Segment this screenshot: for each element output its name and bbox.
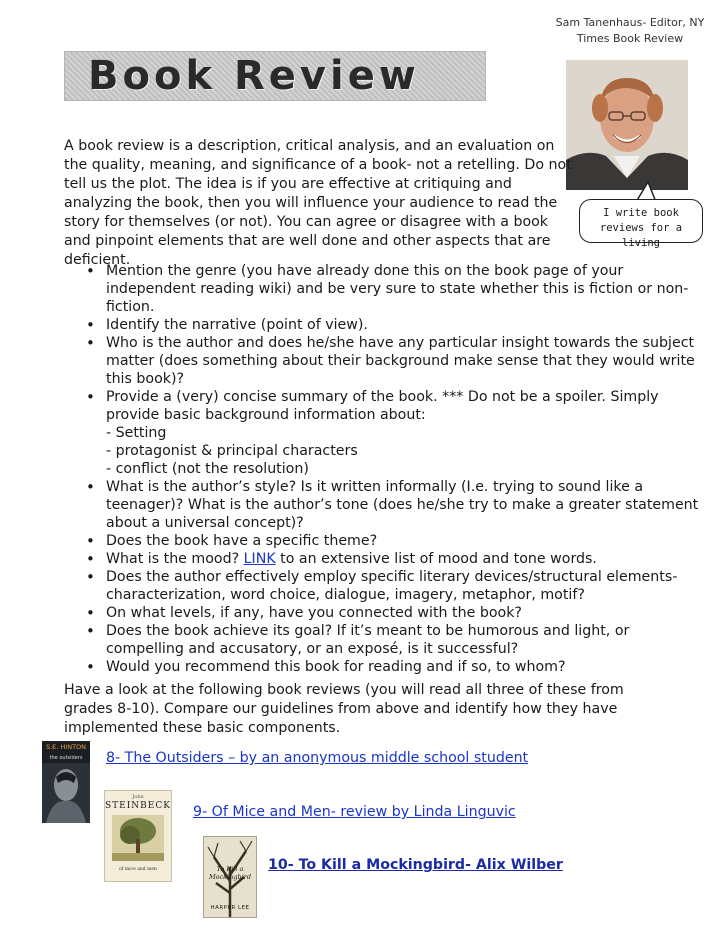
mice-cover-art [112, 815, 164, 861]
list-item [106, 388, 706, 478]
outsiders-cover-art [42, 763, 90, 823]
mood-words-link[interactable]: LINK [243, 551, 276, 567]
review-link-outsiders[interactable]: 8- The Outsiders – by an anonymous middle school student [106, 750, 529, 766]
list-item: • Would you recommend this book for reading and if so, to whom? [106, 658, 706, 676]
list-item: • Identify the narrative (point of view). [106, 316, 706, 334]
mice-cover-title: of mice and men [119, 867, 157, 872]
outsiders-cover [42, 741, 90, 823]
list-item: • On what levels, if any, have you connected with the book? [106, 604, 706, 622]
summary-setting: - Setting [106, 425, 167, 441]
book-review-banner [64, 51, 486, 101]
list-item: • Does the author effectively employ specific literary devices/structural elements- characterization, word choice, dialogue, imagery, metaphor, motif? [106, 568, 706, 604]
list-item: • Does the book achieve its goal? If it’s meant to be humorous and light, or compelling and accusatory, or an exposé, is it successful? [106, 622, 706, 658]
mood-text-before: What is the mood? [106, 551, 244, 567]
list-item: • Who is the author and does he/she have any particular insight towards the subject matter (does something about their background make sense that they would write this book)? [106, 334, 706, 388]
review-link-mockingbird[interactable]: 10- To Kill a Mockingbird- Alix Wilber [268, 857, 563, 873]
speech-bubble [579, 199, 703, 249]
mockingbird-cover-author: HARPER LEE [210, 905, 250, 911]
summary-conflict: - conflict (not the resolution) [106, 461, 309, 477]
mood-text-after: to an extensive list of mood and tone words. [275, 551, 597, 567]
outsiders-cover-title: the outsiders [49, 755, 83, 761]
guideline-list [64, 262, 706, 676]
list-item: • Mention the genre (you have already done this on the book page of your independent reading wiki) and be very sure to state whether this is fiction or non-fiction. [106, 262, 706, 316]
summary-characters: - protagonist & principal characters [106, 443, 358, 459]
photo-caption [535, 15, 725, 47]
review-link-of-mice-and-men[interactable]: 9- Of Mice and Men- review by Linda Linguvic [193, 804, 516, 820]
list-item [106, 550, 706, 568]
editor-portrait-image [566, 60, 688, 190]
bubble-line-2: reviews for a living [599, 222, 683, 249]
banner-title: Book Review [88, 53, 420, 99]
intro-paragraph: A book review is a description, critical analysis, and an evaluation on the quality, meaning, and significance of a book- not a retelling. Do not tell us the plot. The idea is if you are effective at critiquing and analyzing the book, then you will influence your audience to read the story for themselves (or not). You can agree or disagree with a book and pinpoint elements that are well done and other aspects that are deficient. [64, 138, 572, 268]
mice-cover-author-first: John [132, 794, 144, 800]
caption-line-2: Times Book Review [576, 32, 684, 45]
mice-cover-author-last: STEINBECK [105, 801, 171, 811]
list-item: • Does the book have a specific theme? [106, 532, 706, 550]
mockingbird-cover-title: To Kill a Mockingbird [208, 865, 252, 881]
list-item: • What is the author’s style? Is it written informally (I.e. trying to sound like a teenager)? What is the author’s tone (does he/she try to make a greater statement about a universal concept)? [106, 478, 706, 532]
outsiders-cover-author: S.E. HINTON [42, 741, 90, 754]
caption-line-1: Sam Tanenhaus- Editor, NY [555, 16, 705, 29]
bubble-line-1: I write book [603, 207, 679, 219]
mockingbird-cover [203, 836, 257, 918]
reviews-intro-paragraph: Have a look at the following book reviews (you will read all three of these from grades 8-10). Compare our guidelines from above and identify how they have implemented these basic components. [64, 682, 624, 736]
mice-and-men-cover [104, 790, 172, 882]
summary-instruction: • Provide a (very) concise summary of the book. *** Do not be a spoiler. Simply provide basic background information about: [106, 389, 659, 423]
editor-photo [566, 60, 688, 190]
